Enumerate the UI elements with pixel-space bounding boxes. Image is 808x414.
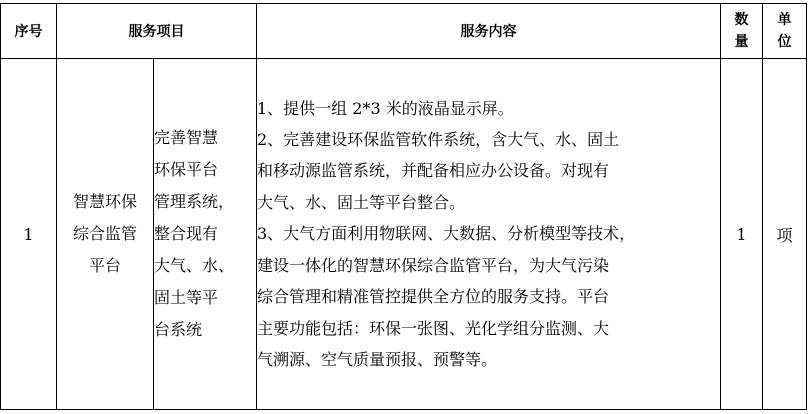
content-line: 3、大气方面利用物联网、大数据、分析模型等技术， — [257, 224, 636, 244]
content-line: 综合管理和精准管控提供全方位的服务支持。平台 — [257, 287, 610, 307]
service-item-line: 智慧环保 — [72, 192, 137, 211]
content-line: 大气、水、固土等平台整合。 — [257, 192, 466, 212]
cell-seq: 1 — [1, 59, 57, 410]
header-unit-top: 单 — [777, 12, 792, 28]
table-row — [1, 59, 807, 410]
cell-unit: 项 — [763, 59, 807, 410]
content-line: 和移动源监管系统，并配备相应办公设备。对现有 — [257, 161, 610, 181]
content-line: 主要功能包括：环保一张图、光化学组分监测、大 — [257, 318, 610, 338]
service-table — [0, 3, 807, 410]
cell-sub-item — [154, 59, 257, 410]
sub-item-line: 大气、水、 — [154, 256, 235, 275]
sub-item-line: 环保平台 — [154, 160, 219, 179]
content-line: 1、提供一组 2*3 米的液晶显示屏。 — [257, 98, 514, 118]
service-item-line: 综合监管 — [72, 224, 137, 243]
sub-item-line: 完善智慧 — [154, 128, 219, 147]
sub-item-line: 整合现有 — [154, 224, 219, 243]
header-row — [1, 4, 807, 59]
header-quantity — [721, 4, 763, 59]
service-item-line: 平台 — [88, 256, 121, 275]
sub-item-line: 台系统 — [154, 320, 203, 339]
sub-item-line: 管理系统， — [154, 192, 235, 211]
content-line: 建设一体化的智慧环保综合监管平台，为大气污染 — [257, 255, 610, 275]
header-unit — [763, 4, 807, 59]
header-service-item: 服务项目 — [57, 4, 257, 59]
header-service-content: 服务内容 — [257, 4, 721, 59]
sub-item-line: 固土等平 — [154, 288, 219, 307]
header-quantity-bottom: 量 — [734, 34, 749, 50]
header-unit-bottom: 位 — [777, 34, 792, 50]
content-line: 2、完善建设环保监管软件系统，含大气、水、固土 — [257, 130, 620, 150]
header-quantity-top: 数 — [734, 12, 749, 28]
cell-service-item — [57, 59, 154, 410]
content-line: 气溯源、空气质量预报、预警等。 — [257, 349, 498, 369]
cell-quantity: 1 — [721, 59, 763, 410]
cell-service-content — [257, 59, 721, 410]
header-seq: 序号 — [1, 4, 57, 59]
